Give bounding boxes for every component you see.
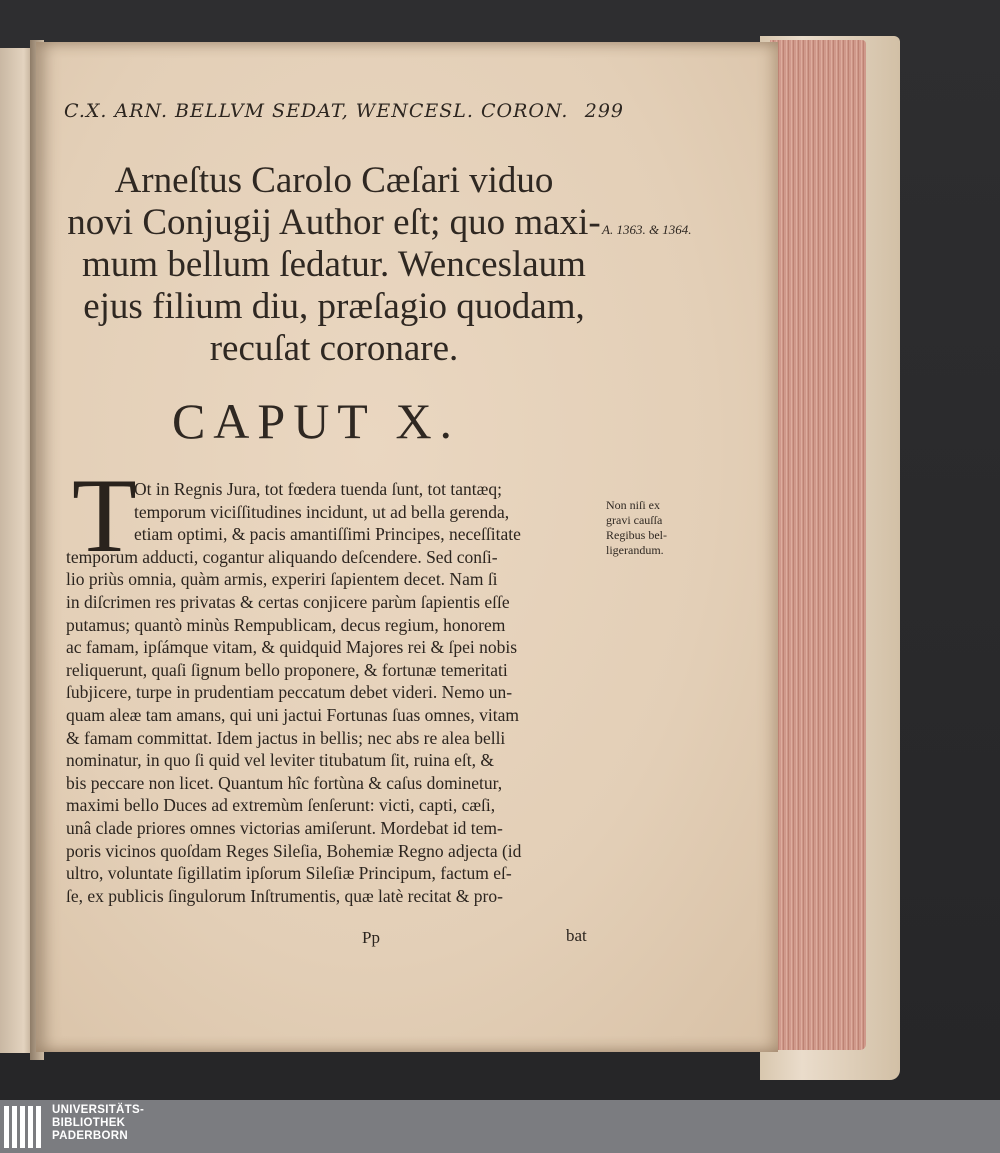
body-line: & famam committat. Idem jactus in bellis; nec abs re alea belli [66,727,506,748]
book-page [36,42,778,1052]
body-line: ultro, voluntate ſigillatim ipſorum Sileſiæ Principum, factum eſ- [66,863,512,884]
logo-line: UNIVERSITÄTS- [52,1104,145,1116]
body-line: ſe, ex publicis ſingulorum Inſtrumentis, quæ latè recitat & pro- [66,885,503,906]
margin-note-line: gravi cauſſa [606,513,663,527]
chapter-summary-title [64,160,604,370]
body-line: ſubjicere, turpe in prudentiam peccatum debet videri. Nemo un- [66,682,513,703]
title-line: novi Conjugij Author eſt; quo maxi- [67,202,601,243]
body-line: temporum adducti, cogantur aliquando deſcendere. Sed conſi- [66,546,498,567]
drop-cap: T [72,457,137,574]
margin-note-line: ligerandum. [606,543,664,557]
body-line: unâ clade priores omnes victorias amiſerunt. Mordebat id tem- [66,817,503,838]
signature-mark: Pp [362,928,380,947]
body-line: putamus; quantò minùs Rempublicam, decus regium, honorem [66,614,506,635]
library-logo-icon [4,1106,44,1148]
body-line: poris vicinos quoſdam Reges Sileſia, Bohemiæ Regno adjecta (id [66,840,522,861]
margin-note-gloss [606,498,706,558]
body-text [66,478,611,907]
body-line: lio priùs omnia, quàm armis, experiri ſapientem decet. Nam ſi [66,569,498,590]
margin-note-line: Regibus bel- [606,528,667,542]
margin-note-line: Non niſi ex [606,498,660,512]
title-line: mum bellum ſedatur. Wenceslaum [82,244,586,285]
body-line: temporum viciſſitudines incidunt, ut ad bella gerenda, [134,501,510,522]
left-page-edge [0,48,34,1053]
running-head-text: C.X. ARN. BELLVM SEDAT, WENCESL. CORON. [64,100,569,122]
title-line: ejus filium diu, præſagio quodam, [83,286,585,327]
title-line: Arneſtus Carolo Cæſari viduo [114,160,554,201]
body-line: ac famam, ipſámque vitam, & quidquid Majores rei & ſpei nobis [66,637,518,658]
library-footer-bar [0,1100,1000,1153]
title-line: recuſat coronare. [209,328,459,369]
body-line: etiam optimi, & pacis amantiſſimi Principes, neceſſitate [134,524,521,545]
catchword: bat [566,926,587,945]
body-line: Ot in Regnis Jura, tot fœdera tuenda ſunt, tot tantæq; [134,479,502,499]
logo-line: PADERBORN [52,1130,128,1142]
running-head [64,100,624,122]
body-line: nominatur, in quo ſi quid vel leviter titubatum ſit, ruina eſt, & [66,750,494,771]
chapter-heading: CAPUT X. [171,393,461,449]
body-line: reliquerunt, quaſi ſignum bello proponere, & fortunæ temeritati [66,659,508,680]
body-line: in diſcrimen res privatas & certas conjicere parùm ſapientis eſſe [66,591,510,612]
body-line: maximi bello Duces ad extremùm ſenſerunt: victi, capti, cæſi, [66,795,496,816]
margin-note-year: A. 1363. & 1364. [602,222,692,237]
body-line: quam aleæ tam amans, qui uni jactui Fortunas ſuas omnes, vitam [66,704,519,725]
logo-line: BIBLIOTHEK [52,1117,126,1129]
library-logo-text [52,1104,144,1143]
body-line: bis peccare non licet. Quantum hîc fortùna & caſus dominetur, [66,772,503,793]
page-number: 299 [584,100,624,122]
page-edges [770,40,866,1050]
